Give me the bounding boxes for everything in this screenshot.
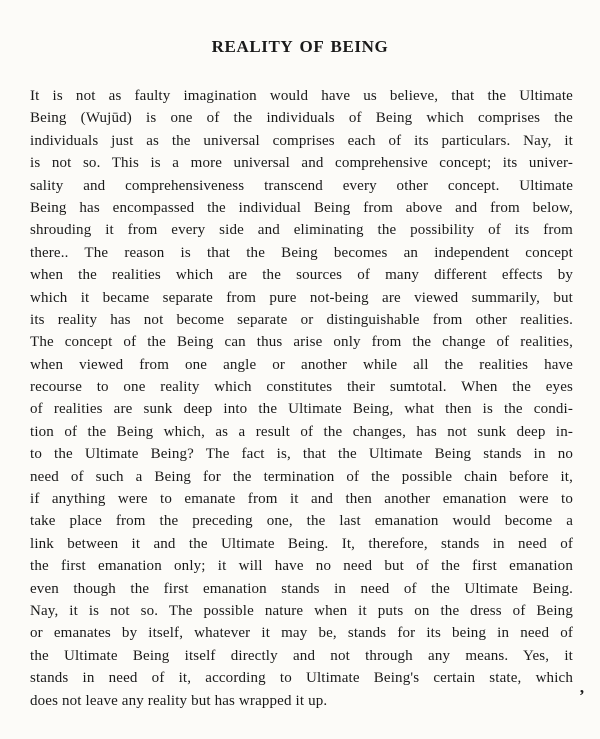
text-line: shrouding it from every side and eliminating the possibility of its from: [30, 222, 573, 239]
text-line: individuals just as the universal comprises each of its particulars. Nay, it: [30, 132, 573, 149]
text-line: which it became separate from pure not-being are viewed summarily, but: [30, 289, 573, 306]
text-line: sality and comprehensiveness transcend every other concept. Ultimate: [30, 177, 573, 194]
text-line: The concept of the Being can thus arise only from the change of realities,: [30, 334, 573, 351]
text-line: stands in need of it, according to Ultimate Being's certain state, which: [30, 670, 573, 687]
text-line: Being (Wujūd) is one of the individuals of Being which comprises the: [30, 110, 573, 127]
text-line: Nay, it is not so. The possible nature when it puts on the dress of Being: [30, 602, 573, 619]
text-line: is not so. This is a more universal and comprehensive concept; its univer-: [30, 155, 573, 172]
text-line: or emanates by itself, whatever it may be, stands for its being in need of: [30, 625, 573, 642]
text-line: recourse to one reality which constitutes their sumtotal. When the eyes: [30, 379, 573, 396]
text-line: of realities are sunk deep into the Ultimate Being, what then is the condi-: [30, 401, 573, 418]
text-line: tion of the Being which, as a result of the changes, has not sunk deep in-: [30, 423, 573, 440]
text-line: when the realities which are the sources of many different effects by: [30, 267, 573, 284]
text-line: when viewed from one angle or another while all the realities have: [30, 356, 573, 373]
text-line: the Ultimate Being itself directly and not through any means. Yes, it: [30, 647, 573, 664]
text-line: Being has encompassed the individual Being from above and from below,: [30, 199, 573, 216]
text-line: need of such a Being for the termination of the possible chain before it,: [30, 468, 573, 485]
text-line: to the Ultimate Being? The fact is, that the Ultimate Being stands in no: [30, 446, 573, 463]
text-line: take place from the preceding one, the last emanation would become a: [30, 513, 573, 530]
text-line: there.. The reason is that the Being becomes an independent concept: [30, 244, 573, 261]
text-line: does not leave any reality but has wrapped it up.: [30, 692, 328, 709]
text-line: even though the first emanation stands in need of the Ultimate Being.: [30, 580, 573, 597]
text-line: It is not as faulty imagination would have us believe, that the Ultimate: [30, 88, 573, 104]
stray-ink-mark: ’: [579, 686, 585, 705]
text-line: the first emanation only; it will have no need but of the first emanation: [30, 558, 573, 575]
page-title: REALITY OF BEING: [211, 37, 389, 56]
text-line: its reality has not become separate or distinguishable from other realities.: [30, 311, 573, 328]
body-paragraph: [30, 85, 573, 712]
text-line: link between it and the Ultimate Being. It, therefore, stands in need of: [30, 535, 573, 552]
text-line: if anything were to emanate from it and then another emanation were to: [30, 491, 573, 508]
